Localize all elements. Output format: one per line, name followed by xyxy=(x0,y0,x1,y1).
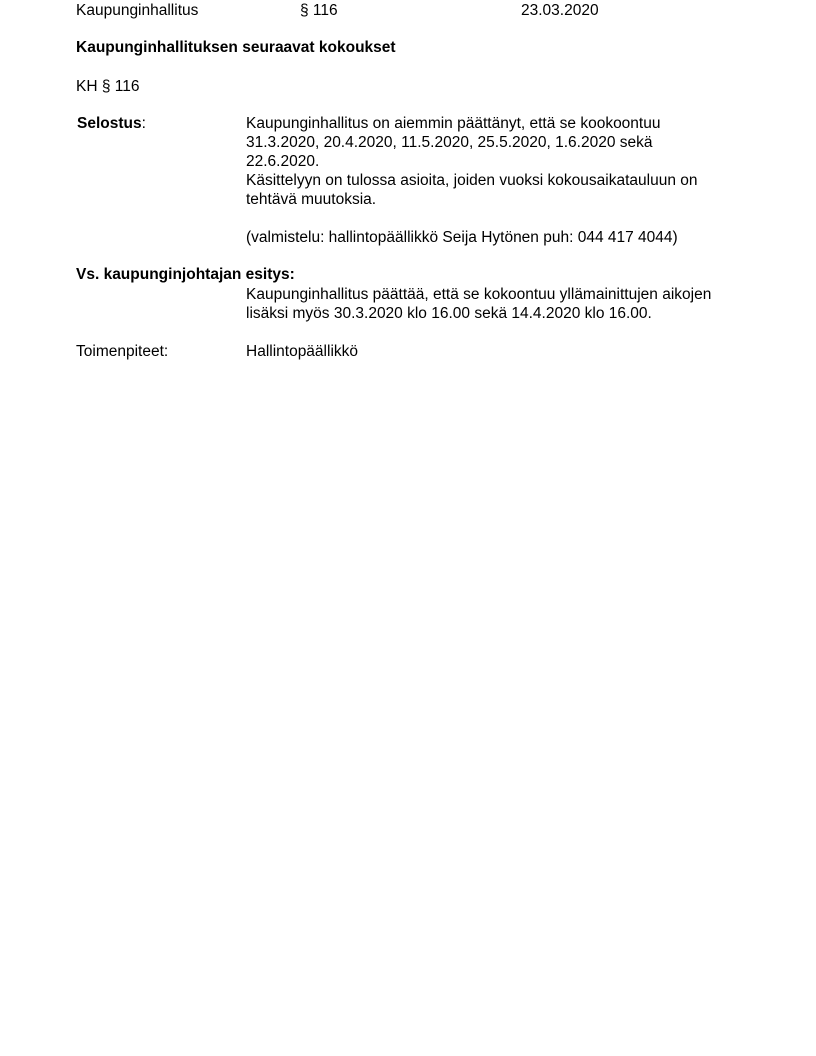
selostus-line: Käsittelyyn on tulossa asioita, joiden vuoksi kokousaikatauluun on xyxy=(246,172,698,189)
selostus-line: 31.3.2020, 20.4.2020, 11.5.2020, 25.5.2020, 1.6.2020 sekä xyxy=(246,134,653,151)
header-section-number: § 116 xyxy=(300,2,338,19)
actions-value: Hallintopäällikkö xyxy=(246,343,359,360)
selostus-line: Kaupunginhallitus on aiemmin päättänyt, että se kookoontuu xyxy=(246,115,661,132)
selostus-heading xyxy=(77,114,146,133)
selostus-colon: : xyxy=(141,115,146,132)
proposal-line: Kaupunginhallitus päättää, että se kokoontuu yllämainittujen aikojen xyxy=(246,286,712,303)
reference-number: KH § 116 xyxy=(76,78,140,95)
document-title: Kaupunginhallituksen seuraavat kokoukset xyxy=(76,39,396,56)
actions-label: Toimenpiteet: xyxy=(76,343,169,360)
header-body-name: Kaupunginhallitus xyxy=(76,2,199,19)
proposal-body xyxy=(246,285,746,323)
preparer-note: (valmistelu: hallintopäällikkö Seija Hytönen puh: 044 417 4044) xyxy=(246,229,678,246)
selostus-body xyxy=(246,114,746,209)
proposal-line: lisäksi myös 30.3.2020 klo 16.00 sekä 14.4.2020 klo 16.00. xyxy=(246,305,652,322)
proposal-heading: Vs. kaupunginjohtajan esitys: xyxy=(76,266,295,283)
selostus-line: 22.6.2020. xyxy=(246,153,320,170)
selostus-line: tehtävä muutoksia. xyxy=(246,191,377,208)
header-date: 23.03.2020 xyxy=(521,2,599,19)
selostus-label: Selostus xyxy=(77,115,142,132)
